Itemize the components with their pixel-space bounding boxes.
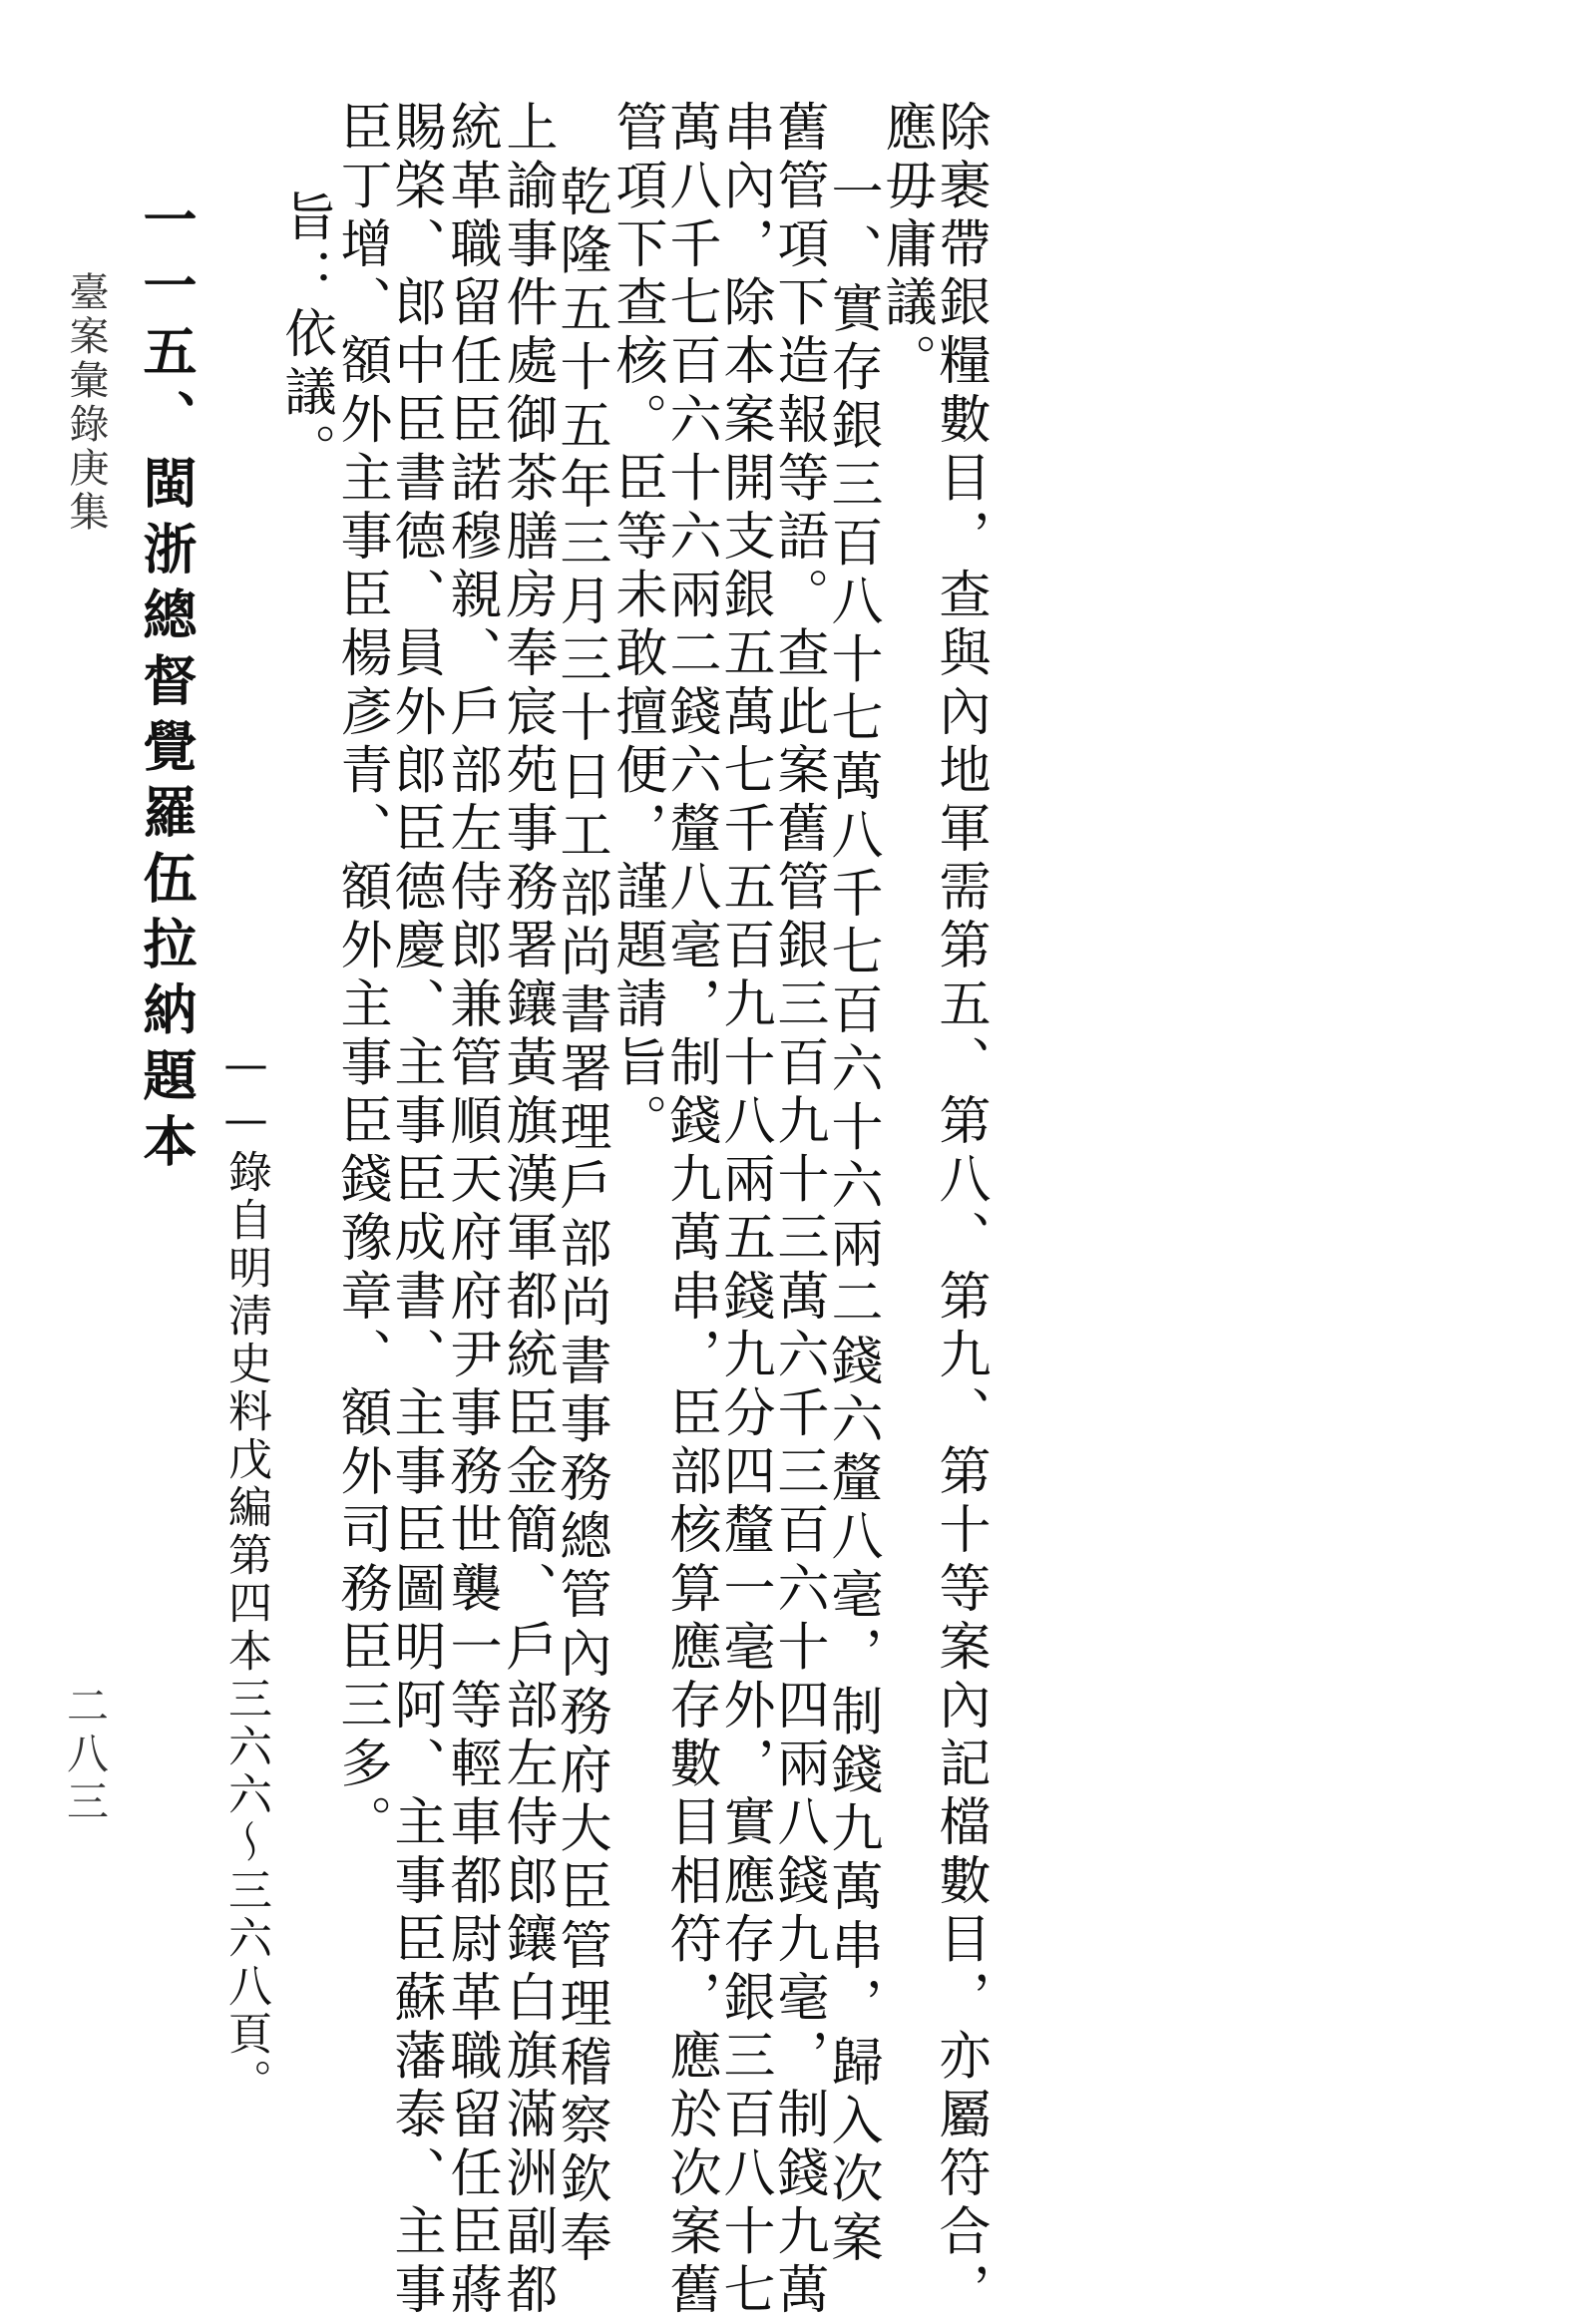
body-line-5: 串內，除本案開支銀五萬七千五百九十八兩五錢九分四釐一毫外，實應存銀三百八十七 [714, 100, 774, 2321]
body-line-4: 舊管項下造報等語。查此案舊管銀三百九十三萬六千三百六十四兩八錢九毫，制錢九萬 [768, 100, 828, 2321]
body-line-8: 乾隆五十五年三月三十日工部尚書署理戶部尚書事務總管內務府大臣管理稽察欽奉 [551, 165, 610, 2269]
body-line-3: 一、實存銀三百八十七萬八千七百六十六兩二錢六釐八毫，制錢九萬串，歸入次案 [822, 165, 882, 2269]
body-line-11: 賜棨、郎中臣書德、員外郎臣德慶、主事臣成書、主事臣圖明阿、主事臣蘇藩泰、主事 [385, 100, 445, 2321]
footer-title: 臺案彙錄庚集 [63, 271, 109, 535]
body-line-12: 臣丁增、額外主事臣楊彥青、額外主事臣錢豫章、額外司務臣三多。 [331, 100, 391, 1853]
body-line-10: 統革職留任臣諾穆親、戶部左侍郎兼管順天府府尹事務世襲一等輕車都尉革職留任臣蔣 [441, 100, 501, 2321]
section-heading: 一一五、閩浙總督覺羅伍拉納題本 [135, 192, 199, 1179]
body-line-7: 管項下查核。臣等未敢擅便，謹題請旨。 [606, 100, 666, 1152]
page-number: 二八三 [61, 1684, 110, 1827]
body-line-2: 應毋庸議。 [876, 100, 936, 392]
body-line-1: 除裹帶銀糧數目，查與內地軍需第五、第八、第九、第十等案內記檔數目，亦屬符合， [930, 100, 990, 2321]
body-line-6: 萬八千七百六十六兩二錢六釐八毫，制錢九萬串，臣部核算應存數目相符，應於次案舊 [660, 100, 720, 2321]
source-note: ——錄自明淸史料戊編第四本三六六～三六八頁。 [220, 1039, 271, 2107]
body-line-9: 上諭事件處御茶膳房奉宸苑事務署鑲黃旗漢軍都統臣金簡、戶部左侍郎鑲白旗滿洲副都 [497, 100, 557, 2321]
body-line-13: 旨：依議。 [275, 190, 335, 482]
